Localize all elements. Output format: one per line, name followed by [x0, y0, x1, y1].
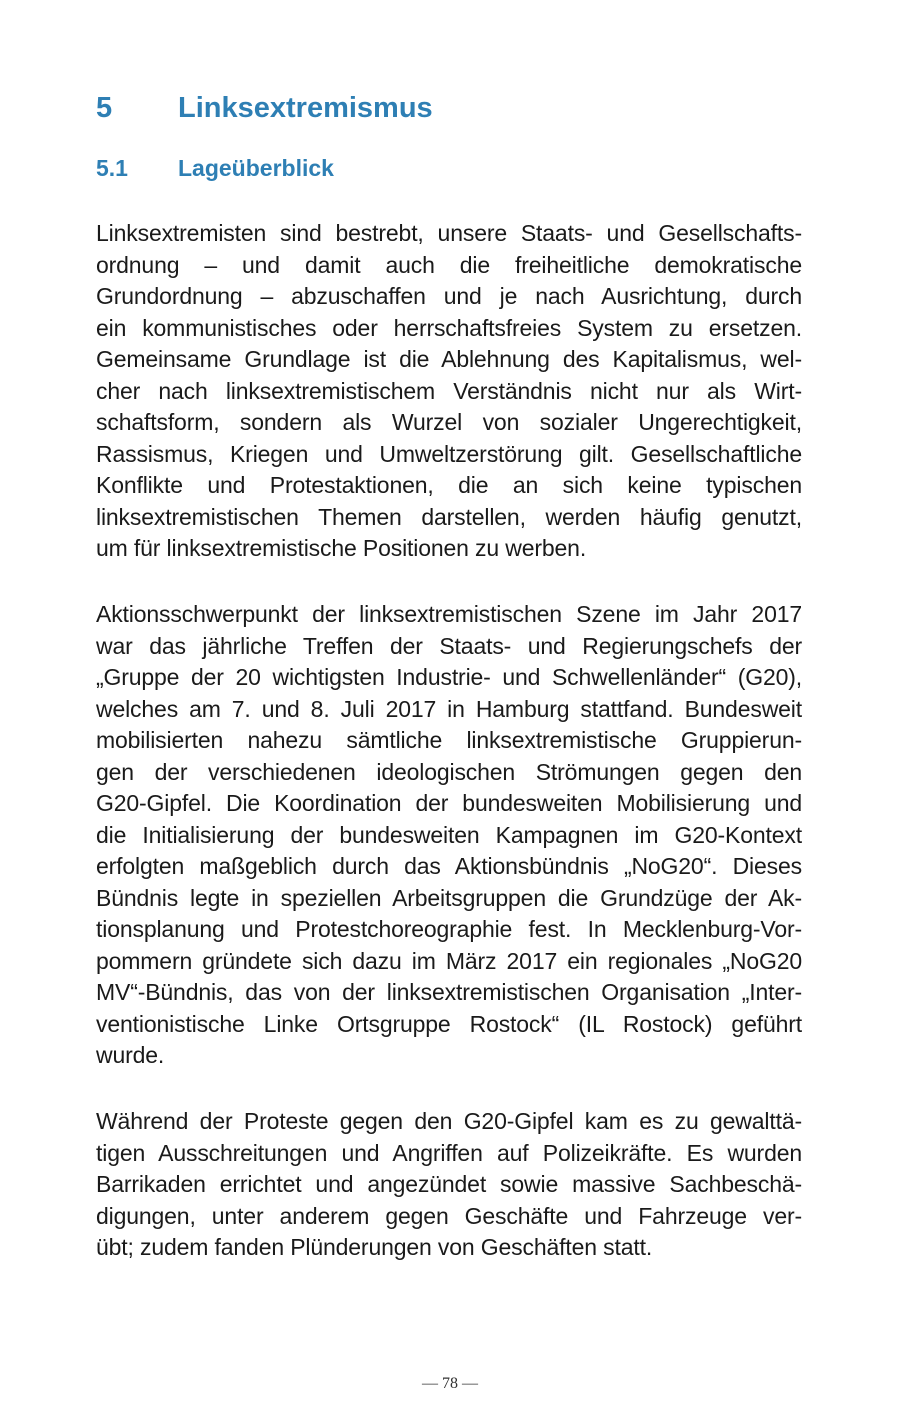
text-line: um für linksextremistische Positionen zu werben. — [96, 535, 587, 561]
paragraph-2 — [96, 599, 802, 1072]
text-line: Barrikaden errichtet und angezündet sowie massive Sachbeschä- — [96, 1171, 802, 1197]
text-line: Gemeinsame Grundlage ist die Ablehnung des Kapitalismus, wel- — [96, 346, 802, 372]
text-line: mobilisierten nahezu sämtliche linksextremistische Gruppierun- — [96, 727, 802, 753]
text-line: digungen, unter anderem gegen Geschäfte und Fahrzeuge ver- — [96, 1202, 802, 1229]
text-line: MV“-Bündnis, das von der linksextremistischen Organisation „Inter- — [96, 979, 802, 1005]
text-line: ein kommunistisches oder herrschaftsfreies System zu ersetzen. — [96, 314, 802, 341]
text-line: Aktionsschwerpunkt der linksextremistischen Szene im Jahr 2017 — [96, 601, 802, 627]
text-line: gen der verschiedenen ideologischen Strömungen gegen den — [96, 758, 802, 785]
text-line: Bündnis legte in speziellen Arbeitsgruppen die Grundzüge der Ak- — [96, 884, 802, 911]
text-line: Linksextremisten sind bestrebt, unsere Staats- und Gesellschafts- — [96, 220, 802, 246]
text-line: schaftsform, sondern als Wurzel von sozialer Ungerechtigkeit, — [96, 409, 802, 435]
text-line: welches am 7. und 8. Juli 2017 in Hamburg stattfand. Bundesweit — [96, 695, 802, 722]
text-line: ordnung – und damit auch die freiheitliche demokratische — [96, 251, 802, 278]
text-line: tigen Ausschreitungen und Angriffen auf Polizeikräfte. Es wurden — [96, 1139, 802, 1166]
text-line: Während der Proteste gegen den G20-Gipfel kam es zu gewalttä- — [96, 1108, 802, 1134]
text-line: cher nach linksextremistischem Verständnis nicht nur als Wirt- — [96, 377, 802, 404]
text-line: linksextremistischen Themen darstellen, werden häufig genutzt, — [96, 503, 802, 530]
chapter-title: Linksextremismus — [178, 92, 433, 124]
section-title: Lageüberblick — [178, 155, 334, 181]
text-line: übt; zudem fanden Plünderungen von Geschäften statt. — [96, 1234, 653, 1260]
text-line: „Gruppe der 20 wichtigsten Industrie- und Schwellenländer“ (G20), — [96, 664, 802, 690]
text-line: tionsplanung und Protestchoreographie fest. In Mecklenburg-Vor- — [96, 916, 802, 942]
text-line: ventionistische Linke Ortsgruppe Rostock“ (IL Rostock) geführt — [96, 1010, 802, 1037]
chapter-heading — [96, 90, 433, 126]
text-line: die Initialisierung der bundesweiten Kampagnen im G20-Kontext — [96, 821, 802, 848]
text-line: Grundordnung – abzuschaffen und je nach Ausrichtung, durch — [96, 283, 802, 309]
section-heading — [96, 153, 334, 183]
section-number: 5.1 — [96, 155, 128, 181]
text-line: Rassismus, Kriegen und Umweltzerstörung gilt. Gesellschaftliche — [96, 440, 802, 467]
text-line: Konflikte und Protestaktionen, die an sich keine typischen — [96, 472, 802, 498]
page-number: — 78 — — [422, 1375, 478, 1392]
text-line: erfolgten maßgeblich durch das Aktionsbündnis „NoG20“. Dieses — [96, 853, 802, 879]
chapter-number: 5 — [96, 92, 113, 124]
text-line: pommern gründete sich dazu im März 2017 ein regionales „NoG20 — [96, 947, 802, 974]
text-line: war das jährliche Treffen der Staats- und Regierungschefs der — [96, 632, 802, 659]
text-line: wurde. — [96, 1042, 165, 1068]
paragraph-3 — [96, 1106, 802, 1264]
paragraph-1 — [96, 218, 802, 565]
text-line: G20-Gipfel. Die Koordination der bundesweiten Mobilisierung und — [96, 790, 802, 816]
